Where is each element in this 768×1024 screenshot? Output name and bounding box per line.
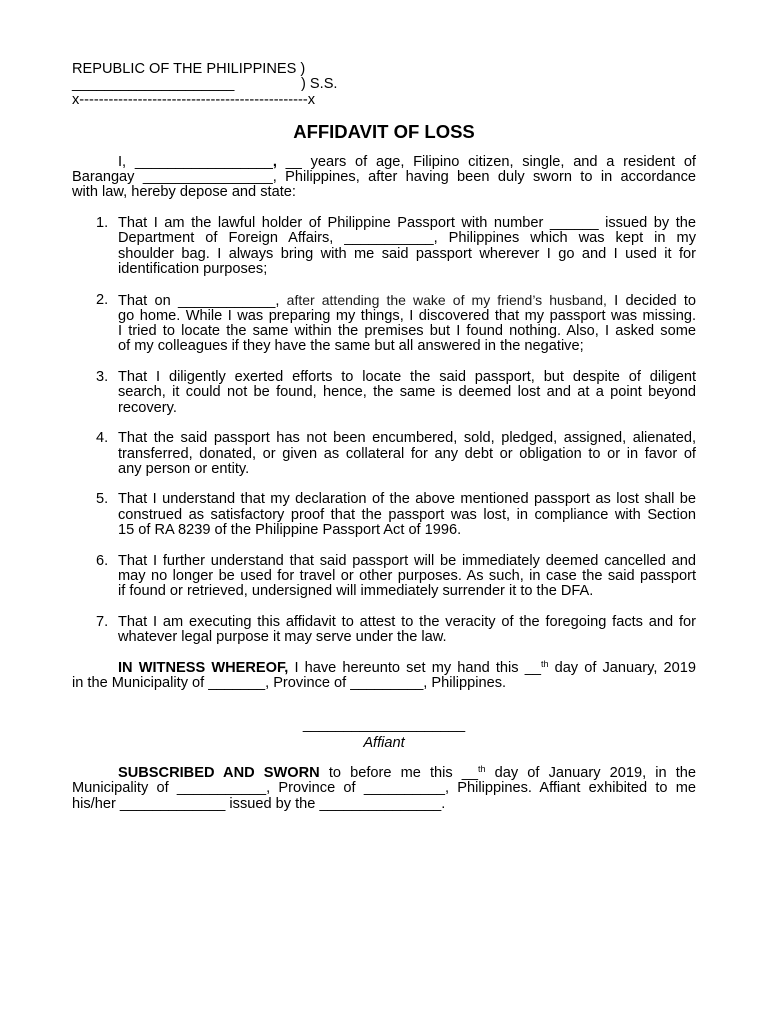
header-city-line bbox=[72, 77, 696, 92]
superscript-th: th bbox=[478, 764, 486, 775]
item-number: 5. bbox=[96, 491, 109, 508]
list-item bbox=[96, 613, 696, 646]
header-separator: x-----------------------------------------------x bbox=[72, 91, 316, 108]
item-number: 1. bbox=[96, 215, 109, 232]
jurat-line: Municipality of ___________, Province of __________, Philippines. Affiant exhibited to me bbox=[72, 780, 696, 797]
document-body bbox=[72, 62, 696, 812]
item-line: Department of Foreign Affairs, ___________, Philippines which was kept in my bbox=[118, 230, 696, 247]
item-number: 7. bbox=[96, 613, 109, 630]
item-line: search, it could not be found, hence, the same is deemed lost and at a point beyond bbox=[118, 384, 696, 401]
item-line: if found or retrieved, undersigned will immediately surrender it to the DFA. bbox=[118, 583, 594, 600]
witness-bold-label: IN WITNESS WHEREOF, bbox=[118, 659, 289, 676]
intro-line-start: I, _________________ bbox=[118, 153, 273, 170]
intro-line bbox=[72, 155, 696, 170]
jurat-paragraph bbox=[72, 766, 696, 812]
jurat-line bbox=[72, 766, 696, 781]
header-republic-line: REPUBLIC OF THE PHILIPPINES ) bbox=[72, 61, 306, 77]
list-item bbox=[96, 215, 696, 277]
item-number: 6. bbox=[96, 552, 109, 569]
item-line: That I further understand that said passport will be immediately deemed cancelled and bbox=[118, 552, 696, 569]
header-city-blank: ____________________ bbox=[72, 76, 235, 93]
jurat-line-text: to before me this __ bbox=[319, 765, 479, 782]
item-number: 3. bbox=[96, 369, 109, 386]
intro-line: Barangay ________________, Philippines, after having been duly sworn to in accordance bbox=[72, 169, 696, 186]
list-item bbox=[96, 430, 696, 477]
item-line: shoulder bag. I always bring with me said passport wherever I go and I used it for bbox=[118, 245, 696, 262]
affiant-label: Affiant bbox=[363, 734, 405, 751]
intro-line-rest: __ years of age, Filipino citizen, single, and a resident of bbox=[276, 153, 696, 170]
item-line: go home. While I was preparing my things, I discovered that my passport was missing. bbox=[118, 307, 696, 324]
item-line bbox=[118, 293, 696, 309]
item-line: whatever legal purpose it may serve under the law. bbox=[118, 629, 447, 646]
item-line: recovery. bbox=[118, 399, 177, 416]
item-line-part-alt-font: after attending the wake of my friend’s husband, bbox=[286, 291, 607, 308]
item-line-part: That on ____________, bbox=[118, 292, 287, 309]
list-item bbox=[96, 369, 696, 416]
list-item bbox=[96, 552, 696, 600]
list-item bbox=[96, 291, 696, 355]
document-title: AFFIDAVIT OF LOSS bbox=[293, 120, 475, 142]
item-number: 4. bbox=[96, 430, 109, 447]
jurat-bold-label: SUBSCRIBED AND SWORN bbox=[118, 765, 320, 782]
jurat-line-text: day of January 2019, in the bbox=[485, 765, 696, 782]
item-line: identification purposes; bbox=[118, 260, 268, 277]
item-line: That I am the lawful holder of Philippine Passport with number ______ issued by the bbox=[118, 215, 696, 232]
signature-line: ____________________ bbox=[302, 717, 466, 734]
list-item bbox=[96, 491, 696, 539]
intro-line: with law, hereby depose and state: bbox=[72, 184, 296, 201]
witness-paragraph bbox=[72, 658, 696, 692]
header-ss-label: ) S.S. bbox=[301, 76, 338, 93]
item-line: transferred, donated, or given as collateral for any debt or obligation to or in favor of bbox=[118, 445, 696, 462]
item-line: That I diligently exerted efforts to locate the said passport, but despite of diligent bbox=[118, 369, 696, 386]
witness-line bbox=[72, 658, 696, 676]
witness-line-text: I have hereunto set my hand this __ bbox=[288, 659, 541, 676]
item-line: any person or entity. bbox=[118, 460, 250, 477]
item-line: 15 of RA 8239 of the Philippine Passport Act of 1996. bbox=[118, 522, 462, 539]
item-number: 2. bbox=[96, 291, 109, 308]
superscript-th: th bbox=[540, 658, 549, 669]
item-line: That I am executing this affidavit to attest to the veracity of the foregoing facts and for bbox=[118, 613, 696, 630]
item-line: I tried to locate the same within the premises but I found nothing. Also, I asked some bbox=[118, 323, 696, 340]
witness-line: in the Municipality of _______, Province of _________, Philippines. bbox=[72, 674, 507, 691]
item-line: of my colleagues if they have the same but all answered in the negative; bbox=[118, 338, 584, 355]
item-line: That I understand that my declaration of the above mentioned passport as lost shall be bbox=[118, 491, 696, 508]
item-line: That the said passport has not been encumbered, sold, pledged, assigned, alienated, bbox=[118, 430, 696, 447]
witness-line-text: day of January, 2019 bbox=[548, 659, 696, 676]
item-line-part: I decided to bbox=[606, 292, 696, 309]
intro-paragraph bbox=[72, 155, 696, 201]
jurat-line: his/her _____________ issued by the _______________. bbox=[72, 795, 446, 812]
intro-bold-comma: , bbox=[272, 153, 277, 170]
item-line: construed as satisfactory proof that the passport was lost, in compliance with Section bbox=[118, 506, 696, 523]
item-line: may no longer be used for travel or other purposes. As such, in case the said passport bbox=[118, 567, 696, 584]
header-block bbox=[72, 62, 696, 108]
